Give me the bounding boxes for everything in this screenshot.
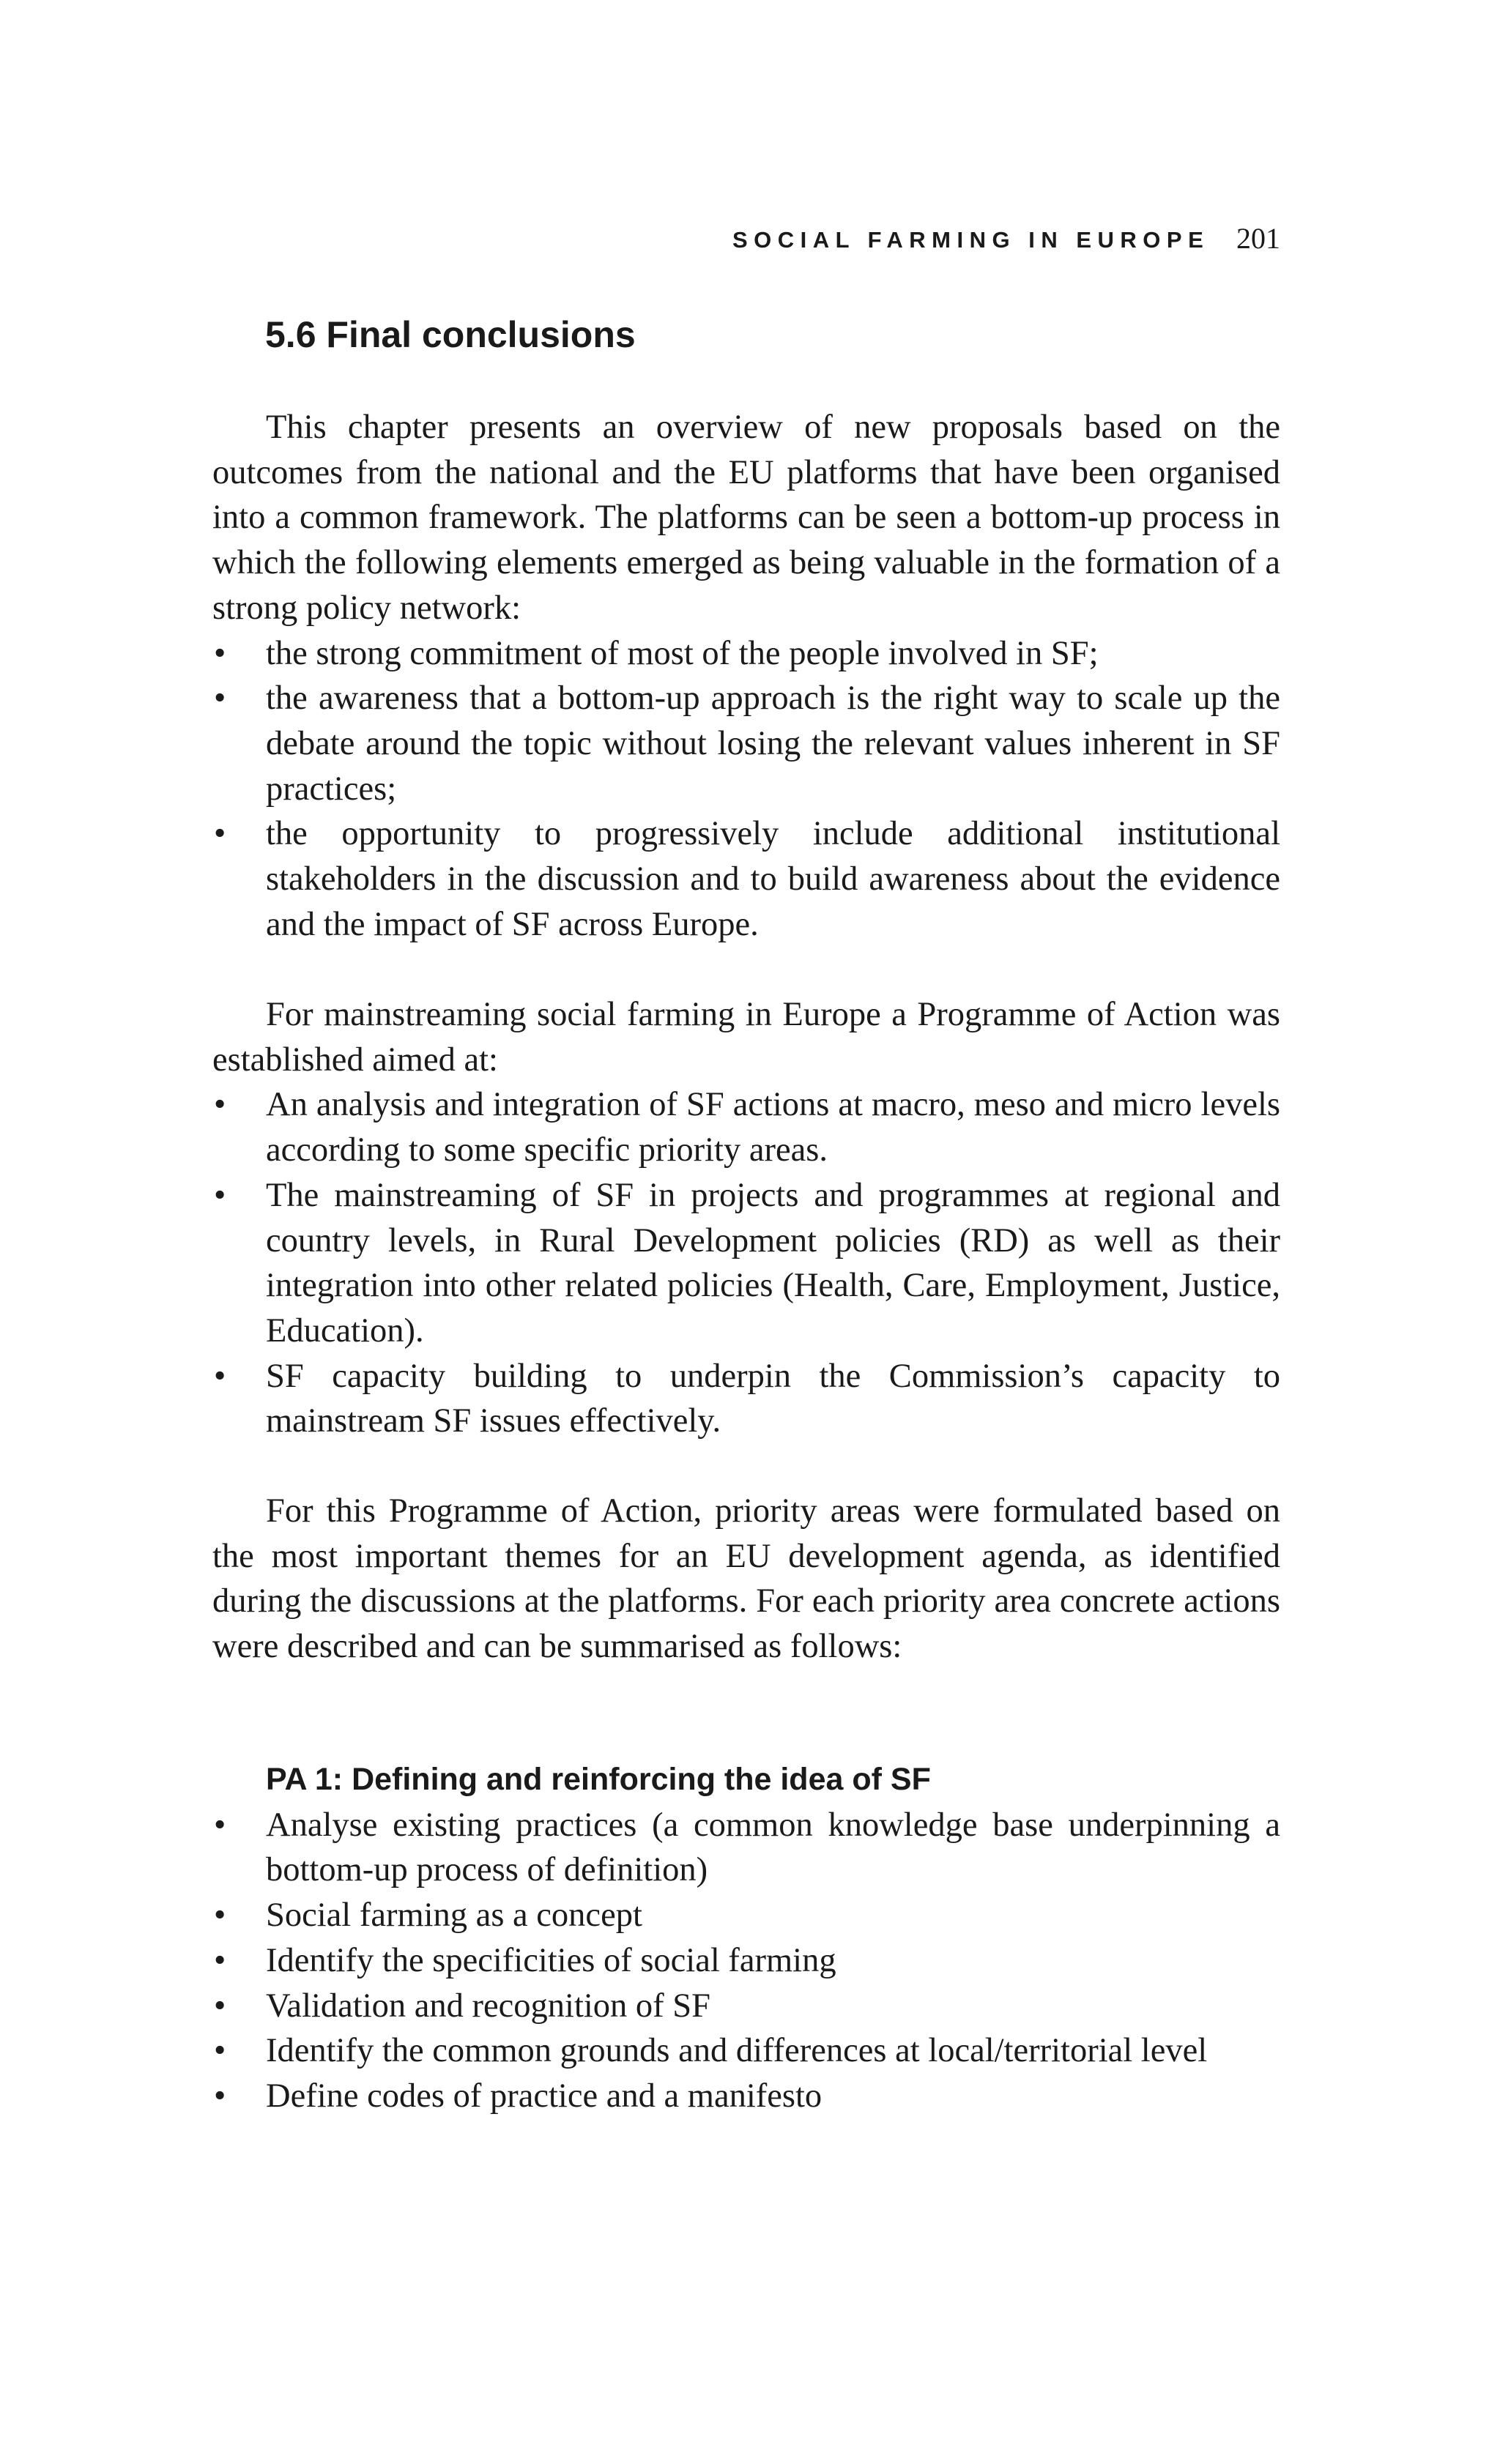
list-item-text: Identify the common grounds and differences at local/territorial level: [266, 2032, 1208, 2070]
bullet-icon: •: [214, 1357, 226, 1395]
list-item-text: Define codes of practice and a manifesto: [266, 2077, 823, 2115]
list-item: [212, 2028, 1280, 2074]
pa1-heading: PA 1: Defining and reinforcing the idea of SF: [266, 1762, 931, 1797]
list-item: [212, 1354, 1280, 1444]
intro-paragraph: This chapter presents an overview of new proposals based on the outcomes from the national and the EU platforms that have been organised into a common framework. The platforms can be seen a bottom-up process in which the following elements emerged as being valuable in the formation of a strong policy network:: [212, 409, 1280, 627]
list-item-text: the awareness that a bottom-up approach is the right way to scale up the debate around the topic without losing the relevant values inherent in SF practices;: [266, 680, 1280, 808]
programme-paragraph: For mainstreaming social farming in Europe a Programme of Action was established aimed at:: [212, 996, 1280, 1079]
bullet-icon: •: [214, 1086, 226, 1124]
bullet-icon: •: [214, 2077, 226, 2115]
pa1-block: [212, 1757, 1280, 2119]
list-item-text: An analysis and integration of SF actions at macro, meso and micro levels according to some specific priority areas.: [266, 1086, 1280, 1169]
programme-bullet-list: [212, 1082, 1280, 1444]
bullet-icon: •: [214, 1987, 226, 2025]
list-item: [212, 676, 1280, 811]
priority-block: [212, 1489, 1280, 1670]
page-number: 201: [1236, 222, 1280, 255]
bullet-icon: •: [214, 634, 226, 672]
list-item: [212, 811, 1280, 947]
list-item: [212, 2074, 1280, 2119]
section-title: 5.6 Final conclusions: [265, 314, 636, 355]
list-item-text: the opportunity to progressively include additional institutional stakeholders in the discussion and to build awareness about the evidence and the impact of SF across Europe.: [266, 815, 1280, 943]
bullet-icon: •: [214, 1806, 226, 1844]
bullet-icon: •: [214, 1897, 226, 1935]
bullet-icon: •: [214, 680, 226, 718]
bullet-icon: •: [214, 1176, 226, 1214]
programme-block: [212, 992, 1280, 1444]
intro-bullet-list: [212, 631, 1280, 948]
list-item: [212, 1082, 1280, 1172]
list-item: [212, 1938, 1280, 1984]
list-item-text: The mainstreaming of SF in projects and programmes at regional and country levels, in Rural Development policies (RD) as well as their integration into other related policies (Health, Care, Employment, Justice, Education).: [266, 1176, 1280, 1350]
list-item-text: the strong commitment of most of the people involved in SF;: [266, 634, 1099, 672]
list-item-text: Identify the specificities of social farming: [266, 1941, 836, 1979]
bullet-icon: •: [214, 1941, 226, 1979]
priority-paragraph: For this Programme of Action, priority areas were formulated based on the most important themes for an EU development agenda, as identified during the discussions at the platforms. For each priority area concrete actions were described and can be summarised as follows:: [212, 1492, 1280, 1666]
list-item-text: Analyse existing practices (a common knowledge base underpinning a bottom-up process of definition): [266, 1806, 1280, 1889]
list-item: [212, 1173, 1280, 1354]
bullet-icon: •: [214, 815, 226, 853]
running-head: [732, 220, 1280, 264]
list-item-text: Validation and recognition of SF: [266, 1987, 710, 2025]
pa1-bullet-list: [212, 1803, 1280, 2119]
running-title: SOCIAL FARMING IN EUROPE: [732, 227, 1210, 253]
intro-block: [212, 405, 1280, 947]
list-item: [212, 1984, 1280, 2029]
list-item: [212, 631, 1280, 677]
list-item: [212, 1803, 1280, 1893]
bullet-icon: •: [214, 2032, 226, 2070]
list-item-text: Social farming as a concept: [266, 1897, 642, 1935]
list-item-text: SF capacity building to underpin the Commission’s capacity to mainstream SF issues effectively.: [266, 1357, 1280, 1440]
list-item: [212, 1893, 1280, 1938]
